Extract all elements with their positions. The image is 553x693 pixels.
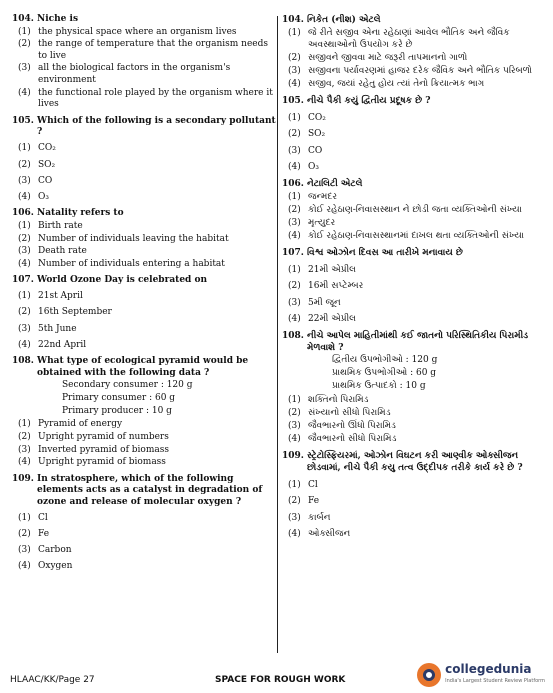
option-text: સંખ્યાનો સીધો પિરામિડ [308, 408, 391, 418]
option-4 [282, 78, 542, 90]
option-2 [12, 39, 276, 62]
question-text: નીચે પૈકી કયું દ્વિતીય પ્રદૂષક છે ? [307, 96, 431, 106]
option-1 [12, 143, 276, 155]
question-text: વિશ્વ ઓઝોન દિવસ આ તારીખે મનાવાય છે [307, 248, 463, 258]
option-text: Death rate [38, 246, 87, 257]
option-text: 22nd April [38, 339, 87, 350]
question-108 [12, 356, 276, 469]
option-text: O₃ [38, 191, 49, 202]
option-number: (2) [18, 307, 31, 318]
option-number: (2) [288, 205, 301, 215]
option-number: (1) [288, 28, 301, 38]
option-text: Upright pyramid of numbers [38, 432, 169, 443]
option-2 [12, 307, 276, 319]
option-text: 21મી એપ્રીલ [308, 264, 356, 275]
page-code: HLAAC/KK/Page 27 [10, 675, 95, 685]
logo-subtitle: India's Largest Student Review Platform [445, 678, 545, 684]
option-text: Number of individuals leaving the habitat [38, 233, 229, 244]
data-line: Primary consumer : 60 g [62, 393, 176, 404]
option-text: 21st April [38, 291, 83, 302]
option-number: (3) [288, 66, 301, 76]
option-3 [282, 512, 542, 524]
english-column [12, 14, 276, 651]
question-text: In stratosphere, which of the following elements acts as a catalyst in degradation of ozone and release of molecular oxygen ? [37, 473, 263, 507]
option-number: (1) [18, 291, 31, 302]
question-number: 104. [12, 14, 34, 24]
option-number: (1) [288, 264, 301, 275]
option-3 [282, 297, 542, 309]
option-text: all the biological factors in the organism's environment [38, 63, 231, 85]
option-2 [282, 495, 542, 507]
question-text: Natality refers to [37, 208, 124, 219]
option-text: કોઈ રહેઠાણ-નિવાસસ્થાનમાં દાખલ થતા વ્યક્તિઓની સંખ્યા [308, 231, 524, 241]
option-text: ઓક્સીજન [308, 529, 351, 539]
option-number: (2) [18, 233, 31, 244]
option-number: (4) [288, 529, 301, 539]
collegedunia-logo [417, 663, 545, 687]
logo-icon [417, 663, 441, 687]
option-number: (1) [288, 479, 301, 490]
question-data [282, 354, 542, 393]
option-text: કોઈ રહેઠાણ-નિવાસસ્થાન ને છોડી જતા વ્યક્તિઓની સંખ્યા [308, 205, 522, 215]
option-number: (2) [288, 129, 301, 139]
option-number: (1) [18, 220, 31, 231]
option-text: 16મી સપ્ટેમ્બર [308, 281, 364, 291]
option-text: CO [308, 145, 323, 156]
option-text: Fe [308, 496, 320, 506]
question-106 [282, 178, 542, 242]
option-text: શક્તિનો પિરામિડ [308, 395, 369, 405]
logo-text: collegedunia [445, 662, 532, 676]
question-data [12, 379, 276, 418]
question-number: 107. [12, 275, 34, 286]
option-number: (4) [18, 87, 31, 98]
rough-work-label: SPACE FOR ROUGH WORK [215, 675, 346, 685]
option-number: (1) [288, 112, 301, 123]
option-number: (3) [18, 63, 31, 74]
option-number: (1) [288, 192, 301, 202]
option-number: (3) [18, 323, 31, 334]
question-number: 108. [12, 356, 34, 367]
option-text: Cl [308, 479, 318, 490]
option-4 [282, 230, 542, 242]
option-text: O₃ [308, 162, 319, 172]
option-number: (3) [288, 145, 301, 156]
option-1 [12, 513, 276, 525]
gujarati-column [282, 14, 542, 651]
option-2 [12, 234, 276, 246]
question-text: સ્ટ્રેટોસ્ફિયરમાં, ઓઝોન વિઘટન કરી આણ્વીક ઓક્સીજન છોડવામાં, નીચે પૈકી કયુ તત્વ ઉદ્દીપક તરીકે કાર્ય કરે છે ? [307, 451, 523, 473]
option-number: (3) [18, 175, 31, 186]
option-3 [12, 545, 276, 557]
option-number: (2) [288, 281, 301, 291]
option-text: સજીવ, જયાં રહેતુ હોય ત્યાં તેનો ક્રિયાત્મક ભાગ [308, 79, 485, 89]
question-106 [12, 208, 276, 270]
page-footer [0, 653, 553, 693]
option-4 [12, 561, 276, 573]
data-line: દ્વિતીય ઉપભોગીઓ : 120 g [332, 355, 438, 365]
option-4 [282, 528, 542, 540]
question-number: 104. [282, 15, 304, 25]
question-109 [282, 450, 542, 540]
option-1 [282, 27, 542, 51]
option-text: જન્મદર [308, 192, 338, 202]
option-text: 22મી એપ્રીલ [308, 314, 356, 324]
option-text: Oxygen [38, 561, 73, 572]
option-text: મૃત્યુદર [308, 218, 336, 228]
option-4 [12, 192, 276, 204]
option-number: (4) [18, 339, 31, 350]
column-divider [277, 16, 278, 653]
question-number: 106. [282, 179, 304, 189]
option-4 [12, 340, 276, 352]
option-2 [12, 432, 276, 444]
option-number: (3) [288, 297, 301, 308]
option-2 [12, 529, 276, 541]
option-text: the range of temperature that the organism needs to live [38, 39, 268, 61]
option-2 [282, 128, 542, 140]
data-line: પ્રાથમિક ઉપભોગીઓ : 60 g [332, 368, 437, 378]
option-3 [282, 65, 542, 77]
option-3 [12, 445, 276, 457]
option-text: CO [38, 175, 53, 186]
option-text: Upright pyramid of biomass [38, 457, 166, 468]
option-text: SO₂ [308, 129, 326, 139]
question-text: નીચે આપેલ માહિતીમાંથી કઈ જાતનો પરિસ્થિતિકીય પિરામીડ મેળવાશે ? [307, 331, 529, 353]
option-1 [282, 112, 542, 124]
option-2 [282, 280, 542, 292]
question-number: 107. [282, 248, 304, 258]
option-number: (1) [18, 143, 31, 154]
option-text: જે રીતે સજીવ એના રહેઠાણાં આવેલ ભૌતિક અને જૈવિક અવસ્થાઓનો ઉપયોગ કરે છે [308, 28, 510, 50]
option-1 [282, 479, 542, 491]
option-number: (2) [18, 529, 31, 540]
option-4 [282, 433, 542, 445]
option-1 [282, 191, 542, 203]
option-2 [282, 52, 542, 64]
question-105 [282, 95, 542, 173]
option-text: જૈવભારનો ઊંધો પિરામિડ [308, 421, 396, 431]
question-text: What type of ecological pyramid would be obtained with the following data ? [37, 356, 249, 378]
option-1 [12, 27, 276, 39]
option-3 [282, 420, 542, 432]
option-4 [12, 457, 276, 469]
option-text: 5મી જૂન [308, 297, 341, 308]
question-number: 105. [282, 96, 304, 106]
question-number: 105. [12, 115, 34, 126]
option-3 [12, 246, 276, 258]
option-4 [12, 259, 276, 271]
option-text: સજીવને જીવવા માટે જરૂરી તાપમાનનો ગાળો [308, 53, 468, 63]
option-number: (3) [288, 421, 301, 431]
option-number: (4) [288, 79, 301, 89]
option-text: સજીવના પર્યાવરણમાં હાજર દરેક જૈવિક અને ભૌતિક પરિબળો [308, 66, 533, 76]
option-text: the physical space where an organism lives [38, 26, 237, 37]
option-number: (4) [288, 434, 301, 444]
question-107 [282, 247, 542, 325]
option-number: (3) [18, 444, 31, 455]
question-text: Which of the following is a secondary pollutant ? [37, 115, 276, 138]
option-text: Number of individuals entering a habitat [38, 258, 225, 269]
option-2 [12, 160, 276, 172]
option-number: (4) [18, 561, 31, 572]
question-number: 109. [12, 473, 34, 484]
question-109 [12, 474, 276, 573]
option-3 [282, 145, 542, 157]
option-2 [282, 204, 542, 216]
option-number: (4) [18, 457, 31, 468]
option-2 [282, 407, 542, 419]
option-number: (2) [18, 159, 31, 170]
option-number: (3) [288, 512, 301, 523]
option-4 [282, 161, 542, 173]
option-number: (2) [18, 39, 31, 50]
option-3 [282, 217, 542, 229]
option-number: (4) [288, 162, 301, 172]
question-text: નેટાલિટી એટલે [307, 179, 363, 189]
option-3 [12, 63, 276, 86]
option-number: (3) [288, 218, 301, 228]
option-number: (1) [18, 513, 31, 524]
option-number: (4) [288, 231, 301, 241]
option-text: the functional role played by the organism where it lives [38, 87, 273, 110]
data-line: Primary producer : 10 g [62, 406, 172, 417]
option-text: SO₂ [38, 159, 56, 170]
option-text: Fe [38, 529, 50, 540]
option-text: 5th June [38, 323, 77, 334]
option-number: (4) [18, 191, 31, 202]
option-4 [12, 88, 276, 111]
option-text: Pyramid of energy [38, 419, 123, 430]
question-107 [12, 275, 276, 351]
question-number: 108. [282, 331, 304, 341]
option-number: (1) [18, 419, 31, 430]
question-104 [282, 14, 542, 90]
option-number: (2) [288, 53, 301, 63]
option-number: (1) [18, 26, 31, 37]
option-1 [282, 394, 542, 406]
data-line: Secondary consumer : 120 g [62, 380, 193, 391]
question-text: Niche is [37, 14, 79, 24]
question-108 [282, 330, 542, 445]
option-1 [12, 419, 276, 431]
option-3 [12, 324, 276, 336]
option-4 [282, 313, 542, 325]
option-text: કાર્બન [308, 512, 331, 523]
data-line: પ્રાથમિક ઉત્પાદકો : 10 g [332, 381, 426, 391]
option-number: (1) [288, 395, 301, 405]
option-text: Birth rate [38, 220, 83, 231]
question-text: World Ozone Day is celebrated on [37, 275, 208, 286]
option-number: (2) [288, 408, 301, 418]
question-text: નિકેત (નીશ) એટલે [307, 15, 381, 25]
option-number: (3) [18, 246, 31, 257]
option-1 [282, 264, 542, 276]
option-number: (2) [18, 432, 31, 443]
question-104 [12, 14, 276, 111]
option-number: (4) [288, 314, 301, 324]
option-1 [12, 291, 276, 303]
option-number: (3) [18, 545, 31, 556]
option-text: 16th September [38, 307, 112, 318]
option-text: જૈવભારનો સીધો પિરામિડ [308, 434, 397, 444]
option-number: (4) [18, 258, 31, 269]
option-text: Cl [38, 513, 48, 524]
option-text: Carbon [38, 545, 72, 556]
option-3 [12, 176, 276, 188]
question-105 [12, 116, 276, 204]
option-text: CO₂ [38, 143, 56, 154]
option-text: Inverted pyramid of biomass [38, 444, 169, 455]
question-number: 109. [282, 451, 304, 461]
question-number: 106. [12, 208, 34, 219]
option-number: (2) [288, 496, 301, 506]
option-text: CO₂ [308, 112, 326, 123]
option-1 [12, 221, 276, 233]
